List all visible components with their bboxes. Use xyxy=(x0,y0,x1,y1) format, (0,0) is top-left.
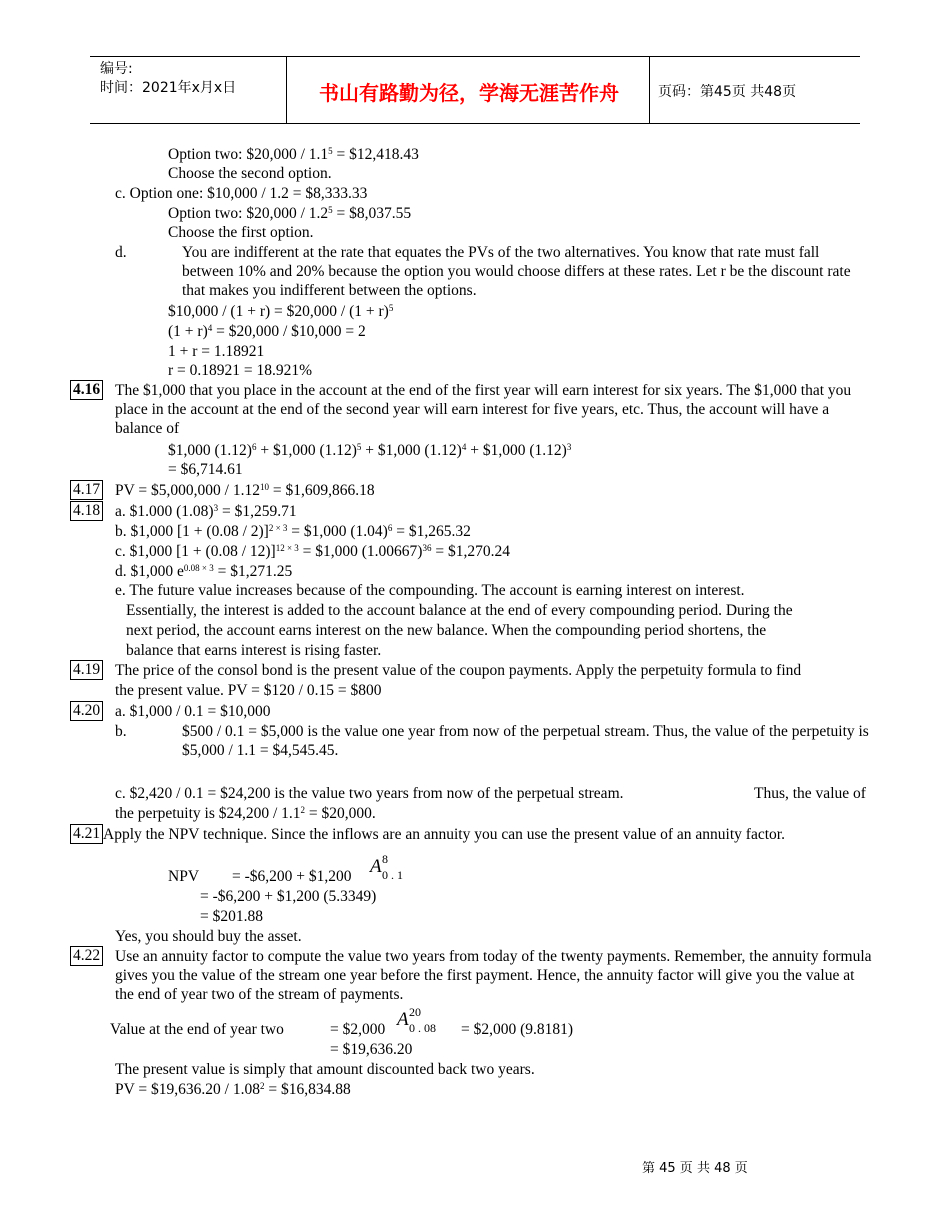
option-two-line-c: Option two: $20,000 / $1.2^5$ = $8,037.55 xyxy=(168,205,412,222)
answer-4-21-conclusion: Yes, you should buy the asset. xyxy=(115,928,302,945)
choose-second-line: Choose the second option. xyxy=(168,165,332,182)
value-line-1: = $2,000 xyxy=(330,1021,386,1038)
answer-4-16-text: The $1,000 that you place in the account at the end of the first year will earn interest for six years. The $1,000 that you place in the account at the end of the second year will earn interest for five years, etc. Thus, the account will have a balance of xyxy=(115,382,852,437)
answer-4-16-equation: $1,000 $(1.12)^6$ + $1,000 $(1.12)^5$ + $1,000 $(1.12)^4$ + $1,000 $(1.12)^3$ xyxy=(168,442,572,459)
answer-4-18-e-line-1: e. The future value increases because of the compounding. The account is earning interest on interest. xyxy=(115,582,745,599)
page-footer: 第 45 页 共 48 页 xyxy=(642,1161,748,1176)
answer-4-20-c-line-1: c. $2,420 / 0.1 = $24,200 is the value two years from now of the perpetual stream. xyxy=(115,785,624,802)
answer-4-18-c: c. $1,000 $[1 + (0.08 / 12)]^{12 \times 3}$ = $1,000 $(1.00667)^{36}$ = $1,270.24 xyxy=(115,543,510,560)
answer-4-20-c-line-1-tail: Thus, the value of xyxy=(754,785,866,802)
answer-4-20-b-label: b. xyxy=(115,723,127,740)
answer-4-18-e-line-3: next period, the account earns interest on the new balance. When the compounding period shortens, the xyxy=(126,622,767,639)
answer-4-22-text: Use an annuity factor to compute the value two years from today of the twenty payments. Remember, the annuity formula gives you the value of the stream one year before the first payment. Hence, the annuity factor will give you the value at the end of year two of the stream of payments. xyxy=(115,948,872,1003)
answer-4-20-c-line-2: the perpetuity is $24,200 / $1.1^2$ = $20,000. xyxy=(115,805,376,822)
npv-line-2: = -$6,200 + $1,200 (5.3349) xyxy=(200,888,377,905)
item-d-label: d. xyxy=(115,244,127,261)
question-number-4-19: 4.19 xyxy=(70,660,103,680)
header-page-label: 页码：第45页 共48页 xyxy=(658,84,797,100)
header-motto: 书山有路勤为径，学海无涯苦作舟 xyxy=(319,81,619,105)
header-number-label: 编号: xyxy=(100,61,133,77)
answer-4-22-pv: PV = $19,636.20 / $1.08^2$ = $16,834.88 xyxy=(115,1081,351,1098)
answer-4-18-e-line-4: balance that earns interest is rising faster. xyxy=(126,642,382,659)
answer-4-19-line-1: The price of the consol bond is the present value of the coupon payments. Apply the perpetuity formula to find xyxy=(115,662,802,679)
npv-line-3: = $201.88 xyxy=(200,908,263,925)
answer-4-20-b-text: $500 / 0.1 = $5,000 is the value one year from now of the perpetual stream. Thus, the value of the perpetuity is $5,000 / 1.1 = $4,545.45. xyxy=(182,723,869,759)
answer-4-18-a: a. $1.000 $(1.08)^3$ = $1,259.71 xyxy=(115,503,297,520)
question-number-4-17: 4.17 xyxy=(70,480,103,500)
question-number-4-21: 4.21 xyxy=(70,824,103,844)
question-number-4-22: 4.22 xyxy=(70,946,103,966)
equation-line-4: r = 0.18921 = 18.921% xyxy=(168,362,313,379)
value-line-1-tail: = $2,000 (9.8181) xyxy=(461,1021,574,1038)
header-divider-left xyxy=(286,57,287,123)
option-two-line-b: Option two: $20,000 / $1.1^5$ = $12,418.43 xyxy=(168,146,419,163)
equation-line-3: 1 + r = 1.18921 xyxy=(168,343,265,360)
answer-4-18-d: d. $1,000 $e^{0.08 \times 3}$ = $1,271.25 xyxy=(115,563,293,580)
value-end-year-two-label: Value at the end of year two xyxy=(110,1021,284,1038)
equation-line-2: $(1 + r)^4$ = $20,000 / $10,000 = 2 xyxy=(168,323,366,340)
answer-4-18-e-line-2: Essentially, the interest is added to the account balance at the end of every compounding period. During the xyxy=(126,602,793,619)
item-d-text: You are indifferent at the rate that equates the PVs of the two alternatives. You know that rate must fall between 10% and 20% because the option you would choose differs at these rates. Let r be the discount rate that makes you indifferent between the options. xyxy=(182,244,851,299)
page-header xyxy=(90,56,860,124)
value-line-2: = $19,636.20 xyxy=(330,1041,413,1058)
answer-4-19-line-2: the present value. PV = $120 / 0.15 = $800 xyxy=(115,682,382,699)
answer-4-20-a: a. $1,000 / 0.1 = $10,000 xyxy=(115,703,271,720)
question-number-4-18: 4.18 xyxy=(70,501,103,521)
answer-4-21-text: Apply the NPV technique. Since the inflows are an annuity you can use the present value of an annuity factor. xyxy=(103,826,785,843)
answer-4-17: PV = $5,000,000 / $1.12^{10}$ = $1,609,866.18 xyxy=(115,482,375,499)
npv-label: NPV xyxy=(168,868,200,885)
question-number-4-20: 4.20 xyxy=(70,701,103,721)
answer-4-22-discount-text: The present value is simply that amount discounted back two years. xyxy=(115,1061,535,1078)
header-time-label: 时间：2021年x月x日 xyxy=(100,80,237,96)
header-left-cell xyxy=(100,60,236,98)
answer-4-16-result: = $6,714.61 xyxy=(168,461,243,478)
question-number-4-16: 4.16 xyxy=(70,380,103,400)
answer-4-18-b: b. $1,000 $[1 + (0.08 / 2)]^{2 \times 3}$ = $1,000 $(1.04)^6$ = $1,265.32 xyxy=(115,523,471,540)
choose-first-line: Choose the first option. xyxy=(168,224,314,241)
option-one-line-c: c. Option one: $10,000 / 1.2 = $8,333.33 xyxy=(115,185,368,202)
equation-line-1: $10,000 / (1 + r) = $20,000 / $(1 + r)^5$ xyxy=(168,303,394,320)
npv-line-1: = -$6,200 + $1,200 xyxy=(232,868,352,885)
